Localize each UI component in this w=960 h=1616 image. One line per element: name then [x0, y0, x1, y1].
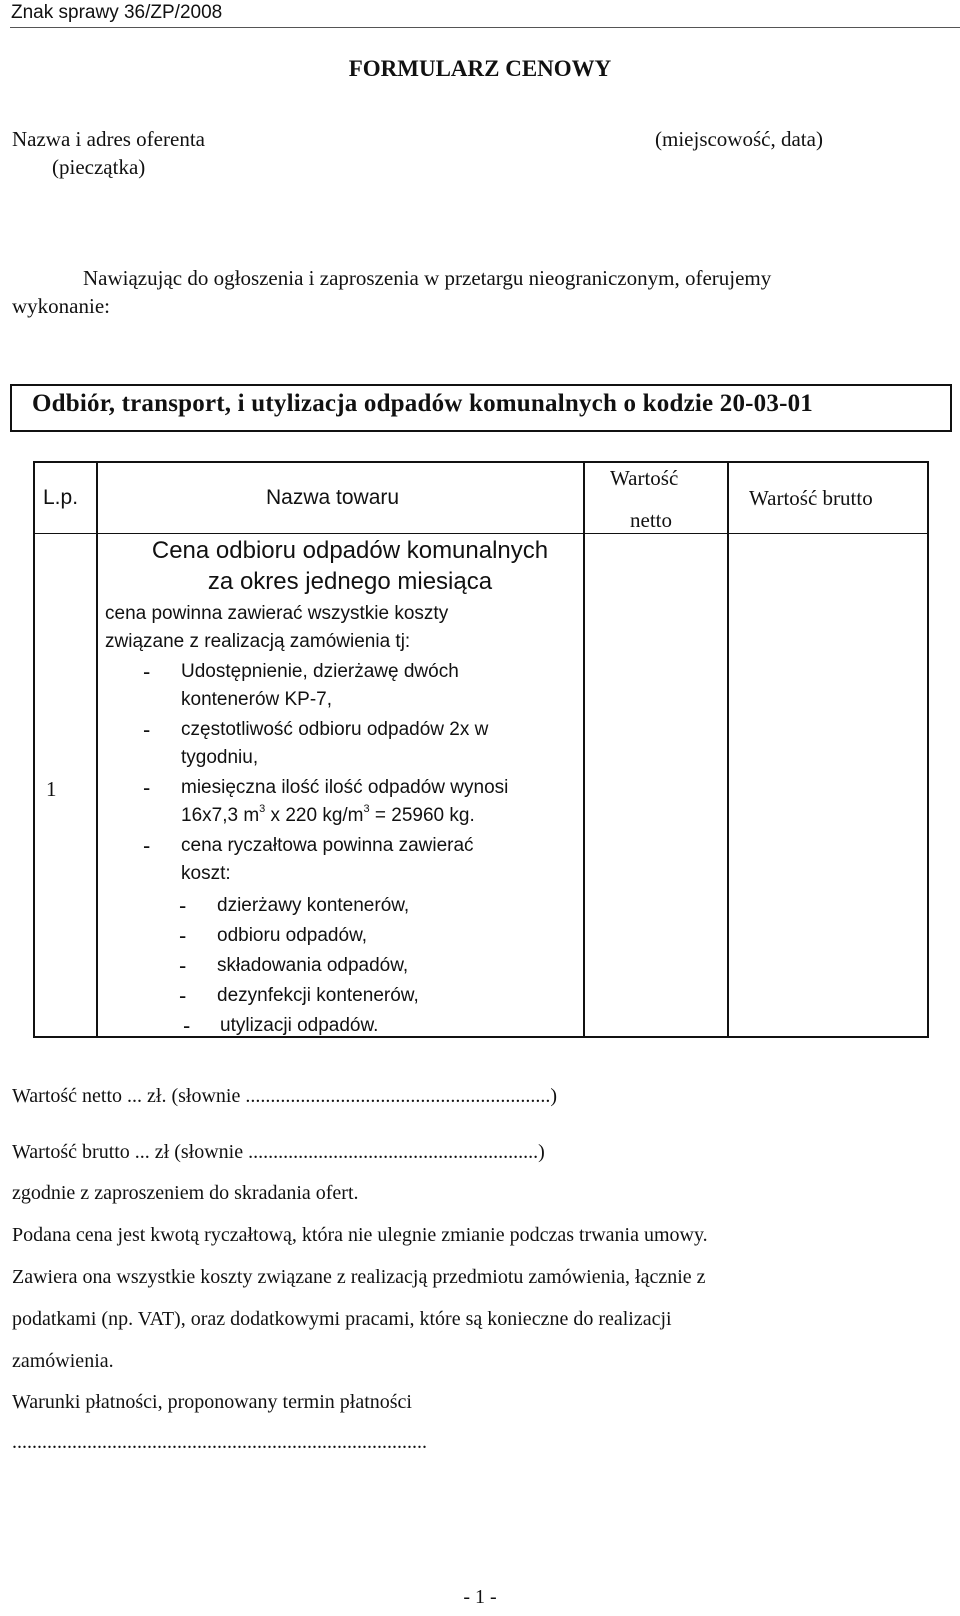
item-desc-line-1: cena powinna zawierać wszystkie koszty	[105, 603, 449, 624]
includes-line-2: podatkami (np. VAT), oraz dodatkowymi pracami, które są konieczne do realizacji	[12, 1308, 672, 1330]
bullet-item-4-line-1: cena ryczałtowa powinna zawierać	[181, 835, 474, 856]
item-desc-line-2: związane z realizacją zamówienia tj:	[105, 631, 411, 652]
table-bottom-border	[33, 1036, 929, 1038]
sub-dash: -	[183, 1013, 191, 1038]
bullet-item-2-line-2: tygodniu,	[181, 747, 259, 768]
includes-line-3: zamówienia.	[12, 1350, 114, 1372]
gross-value-cell[interactable]	[729, 534, 927, 1036]
bullet-item-4-line-2: koszt:	[181, 863, 231, 884]
includes-line-1: Zawiera ona wszystkie koszty związane z realizacją przedmiotu zamówienia, łącznie z	[12, 1266, 706, 1288]
intro-line-2: wykonanie:	[12, 294, 110, 318]
qty-part-b: x 220 kg/m	[265, 805, 364, 826]
bullet-dash: -	[143, 659, 151, 684]
table-left-border	[33, 461, 35, 1038]
header-net-value-line2: netto	[630, 508, 672, 532]
sub-item-4: dezynfekcji kontenerów,	[217, 985, 419, 1006]
bullet-item-2-line-1: częstotliwość odbioru odpadów 2x w	[181, 719, 489, 740]
header-lp: L.p.	[43, 486, 79, 509]
header-gross-value: Wartość brutto	[749, 486, 873, 510]
qty-part-a: 16x7,3 m	[181, 805, 260, 826]
net-value-cell[interactable]	[585, 534, 727, 1036]
bullet-dash: -	[143, 775, 151, 800]
header-net-value-line1: Wartość	[610, 466, 679, 490]
case-number: Znak sprawy 36/ZP/2008	[11, 2, 223, 23]
qty-sup-1: 3	[259, 803, 266, 815]
bullet-item-3-line-1: miesięczna ilość ilość odpadów wynosi	[181, 777, 509, 798]
table-right-border	[927, 461, 929, 1038]
according-line: zgodnie z zaproszeniem do skradania ofert.	[12, 1182, 359, 1204]
bidder-name-label: Nazwa i adres oferenta	[12, 127, 205, 151]
bullet-dash: -	[143, 717, 151, 742]
net-value-line: Wartość netto ... zł. (słownie .............................................................)	[12, 1085, 557, 1107]
table-col-divider-1	[96, 461, 98, 1038]
sub-item-3: składowania odpadów,	[217, 955, 409, 976]
subject-title: Odbiór, transport, i utylizacja odpadów komunalnych o kodzie 20-03-01	[32, 390, 814, 417]
row-number: 1	[46, 777, 57, 801]
header-product-name: Nazwa towaru	[266, 486, 400, 509]
sub-dash: -	[179, 893, 187, 918]
bullet-item-1-line-1: Udostępnienie, dzierżawę dwóch	[181, 661, 459, 682]
intro-line-1: Nawiązując do ogłoszenia i zaproszenia w przetargu nieograniczonym, oferujemy	[83, 266, 772, 290]
bullet-item-3-quantity	[181, 805, 475, 827]
payment-dots: ...................................................................................	[12, 1431, 427, 1453]
qty-sup-2: 3	[363, 803, 370, 815]
table-top-border	[33, 461, 929, 463]
sub-item-2: odbioru odpadów,	[217, 925, 368, 946]
payment-terms: Warunki płatności, proponowany termin płatności	[12, 1391, 412, 1413]
lump-sum-line: Podana cena jest kwotą ryczałtową, która nie ulegnie zmianie podczas trwania umowy.	[12, 1224, 708, 1246]
item-title-line-2: za okres jednego miesiąca	[207, 568, 493, 595]
place-date-label: (miejscowość, data)	[655, 127, 823, 151]
bullet-item-1-line-2: kontenerów KP-7,	[181, 689, 333, 710]
sub-dash: -	[179, 953, 187, 978]
sub-item-5: utylizacji odpadów.	[220, 1015, 379, 1036]
qty-part-c: = 25960 kg.	[369, 805, 475, 826]
page-title: FORMULARZ CENOWY	[348, 56, 612, 81]
sub-item-1: dzierżawy kontenerów,	[217, 895, 410, 916]
header-divider	[10, 27, 960, 28]
item-title-line-1: Cena odbioru odpadów komunalnych	[151, 537, 549, 564]
stamp-label: (pieczątka)	[52, 155, 146, 179]
page-number: - 1 -	[463, 1586, 497, 1608]
sub-dash: -	[179, 983, 187, 1008]
bullet-dash: -	[143, 833, 151, 858]
sub-dash: -	[179, 923, 187, 948]
gross-value-line: Wartość brutto ... zł (słownie ..........................................................)	[12, 1141, 545, 1163]
